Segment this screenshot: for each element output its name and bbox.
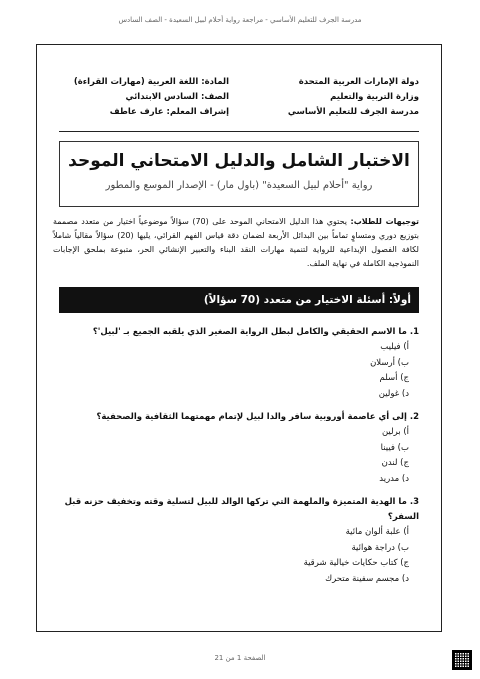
subject-name: المادة: اللغة العربية (مهارات القراءة) (73, 77, 229, 87)
option-b: ب) فيينا (380, 442, 409, 453)
page-subtitle: رواية "أحلام لبيل السعيدة" (باول مار) - الإصدار الموسع والمطور (105, 180, 373, 191)
option-d: د) مجسم سفينة متحرك (325, 573, 409, 584)
running-head: مدرسة الجرف للتعليم الأساسي - مراجعة رواية أحلام لبيل السعيدة - الصف السادس (118, 16, 362, 24)
instructions-label: توجيهات للطلاب: (350, 217, 419, 226)
qr-code-icon (452, 650, 472, 670)
question-text: 3. ما الهدية المتميزة والملهمة التي تركها الوالد للبيل لتسلية وقته وتخفيف حزنه قبل السفر؟ (64, 497, 419, 522)
country-name: دولة الإمارات العربية المتحدة (298, 77, 419, 87)
page-number: الصفحة 1 من 21 (214, 654, 266, 662)
instructions (53, 215, 419, 271)
option-d: د) غولين (378, 388, 409, 399)
page-title: الاختبار الشامل والدليل الامتحاني الموحد (68, 151, 410, 171)
option-c: ج) كتاب حكايات خيالية شرقية (303, 558, 409, 568)
header-right (249, 75, 419, 120)
exam-page (36, 44, 442, 632)
teacher-name: إشراف المعلم: عارف عاطف (109, 107, 229, 117)
header-divider (59, 131, 419, 132)
question-1 (61, 325, 419, 402)
header-info (59, 75, 419, 121)
option-list (61, 525, 419, 587)
option-list (61, 425, 419, 487)
question-text: 2. إلى أي عاصمة أوروبية سافر والدا لبيل لإتمام مهمتهما الثقافية والصحفية؟ (96, 412, 419, 422)
section-heading: أولاً: أسئلة الاختيار من متعدد (70 سؤالاً) (59, 287, 419, 313)
option-a: أ) علبة ألوان مائية (345, 527, 409, 537)
question-list (61, 325, 419, 595)
option-b: ب) أرسلان (370, 357, 409, 368)
title-box (59, 141, 419, 207)
school-name: مدرسة الجرف للتعليم الأساسي (287, 107, 419, 117)
option-d: د) مدريد (379, 473, 409, 484)
question-text: 1. ما الاسم الحقيقي والكامل لبطل الرواية الصغير الذي يلقبه الجميع بـ 'لبيل'؟ (92, 327, 419, 337)
grade-name: الصف: السادس الابتدائي (125, 92, 229, 102)
option-c: ج) لندن (381, 458, 409, 468)
option-b: ب) دراجة هوائية (351, 542, 409, 553)
question-2 (61, 410, 419, 487)
header-left (59, 75, 229, 120)
option-a: أ) برلين (381, 427, 409, 437)
instructions-text: يحتوي هذا الدليل الامتحاني الموحد على (70) سؤالاً موضوعياً اختيار من متعدد مصممة بتوزيع دوري ومتساوٍ تماماً بين البدائل الأربعة لضمان دقة قياس الفهم القرائي، يليها (20) سؤالاً مقالياً شاملاً لكافة الفصول الإبداعية للرواية لتنمية مهارات النقد البناء والتعبير الإنشائي الحر، متبوعة بملحق الإجابات النموذجية الكاملة في نهاية الملف. (53, 217, 419, 268)
option-list (61, 340, 419, 402)
option-a: أ) فيليب (380, 342, 409, 352)
question-3 (61, 495, 419, 587)
option-c: ج) أسلم (379, 373, 409, 383)
ministry-name: وزارة التربية والتعليم (330, 92, 419, 102)
